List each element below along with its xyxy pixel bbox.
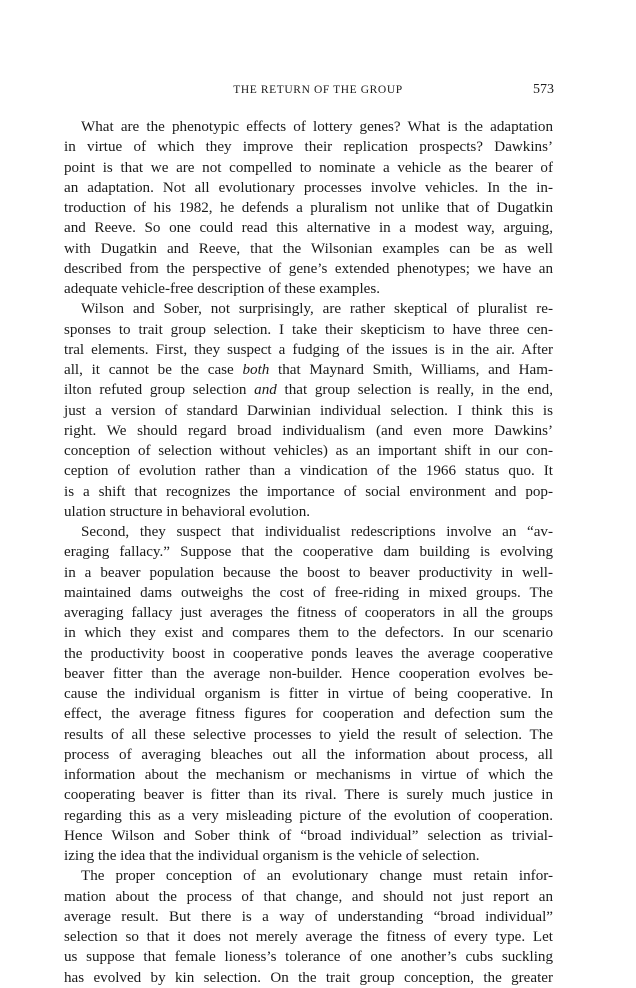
text-line: regarding this as a very misleading picture of the evolution of cooperation.	[64, 807, 553, 824]
text-line: just a version of standard Darwinian individual selection. I think this is	[64, 402, 553, 419]
emphasis: both	[242, 362, 270, 378]
paragraph	[64, 866, 553, 988]
text-line: all, it cannot be the case both that Maynard Smith, Williams, and Ham-	[64, 362, 553, 378]
text-line: averaging fallacy just averages the fitness of cooperators in all the groups	[64, 605, 553, 621]
text-line: mation about the process of that change, and should not just report an	[64, 888, 553, 905]
emphasis: and	[254, 382, 277, 399]
text-line: point is that we are not compelled to nominate a vehicle as the bearer of	[64, 159, 553, 176]
text-line: right. We should regard broad individualism (and even more Dawkins’	[64, 422, 553, 439]
body-text	[64, 117, 553, 988]
text-line: Hence Wilson and Sober think of “broad individual” selection as trivial-	[64, 827, 553, 844]
text-line: process of averaging bleaches out all the information about process, all	[64, 746, 553, 763]
text-line: What are the phenotypic effects of lottery genes? What is the adaptation	[81, 119, 553, 135]
text-line: adequate vehicle-free description of these examples.	[64, 281, 380, 297]
text-line: is a shift that recognizes the importance of social environment and pop-	[64, 483, 553, 500]
paragraph	[64, 522, 553, 866]
text-line: cooperating beaver is fitter than its rival. There is surely much justice in	[64, 787, 553, 804]
paragraph	[64, 299, 553, 522]
text-line: described from the perspective of gene’s extended phenotypes; we have an	[64, 260, 553, 277]
running-head	[0, 80, 636, 100]
text-line: eraging fallacy.” Suppose that the cooperative dam building is evolving	[64, 544, 553, 561]
text-line: The proper conception of an evolutionary change must retain infor-	[81, 868, 553, 885]
running-title: THE RETURN OF THE GROUP	[233, 84, 403, 96]
text-line: ilton refuted group selection and that group selection is really, in the end,	[64, 382, 553, 399]
text-line: beaver fitter than the average non-builder. Hence cooperation evolves be-	[64, 665, 553, 682]
paragraph	[64, 117, 553, 299]
text-line: in virtue of which they improve their replication prospects? Dawkins’	[64, 139, 553, 156]
text-line: Second, they suspect that individualist redescriptions involve an “av-	[81, 524, 553, 540]
text-line: the productivity boost in cooperative ponds leaves the average cooperative	[64, 645, 553, 662]
text-line: troduction of his 1982, he defends a pluralism not unlike that of Dugatkin	[64, 200, 553, 216]
text-line: ception of evolution rather than a vindication of the 1966 status quo. It	[64, 463, 553, 480]
text-line: effect, the average fitness figures for cooperation and defection sum the	[64, 706, 553, 723]
text-line: tral elements. First, they suspect a fudging of the issues is in the air. After	[64, 341, 553, 358]
page-number: 573	[533, 82, 554, 97]
text-line: Wilson and Sober, not surprisingly, are rather skeptical of pluralist re-	[81, 301, 553, 318]
text-line: selection so that it does not merely average the fitness of every type. Let	[64, 929, 553, 945]
text-line: results of all these selective processes to yield the result of selection. The	[64, 726, 553, 743]
text-line: average result. But there is a way of understanding “broad individual”	[64, 908, 553, 925]
text-line: ulation structure in behavioral evolution.	[64, 503, 311, 520]
text-line: sponses to trait group selection. I take their skepticism to have three cen-	[64, 321, 553, 338]
text-line: with Dugatkin and Reeve, that the Wilsonian examples can be as well	[64, 240, 553, 257]
text-line: and Reeve. So one could read this alternative in a modest way, arguing,	[64, 220, 553, 237]
text-line: information about the mechanism or mechanisms in virtue of which the	[64, 767, 553, 783]
text-line: in which they exist and compares them to the defectors. In our scenario	[64, 625, 553, 642]
text-line: cause the individual organism is fitter in virtue of being cooperative. In	[64, 686, 553, 702]
text-line: in a beaver population because the boost to beaver productivity in well-	[64, 564, 553, 581]
text-line: us suppose that female lioness’s tolerance of one another’s cubs suckling	[64, 949, 553, 966]
text-line: conception of selection without vehicles) as an important shift in our con-	[64, 443, 553, 459]
text-line: maintained dams outweighs the cost of free-riding in mixed groups. The	[64, 584, 553, 601]
text-line: izing the idea that the individual organism is the vehicle of selection.	[64, 848, 480, 864]
text-line: has evolved by kin selection. On the trait group conception, the greater	[64, 969, 553, 986]
text-line: an adaptation. Not all evolutionary processes involve vehicles. In the in-	[64, 179, 553, 196]
